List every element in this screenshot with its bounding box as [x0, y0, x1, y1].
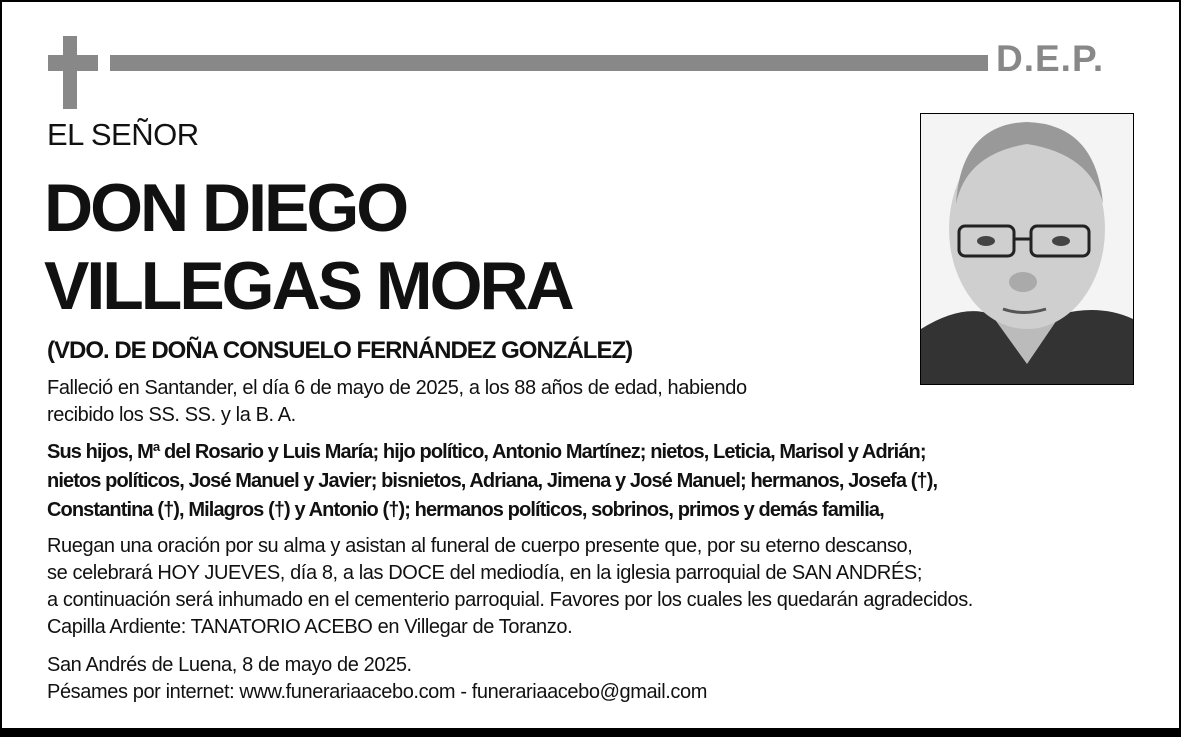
death-line: Falleció en Santander, el día 6 de mayo de 2025, a los 88 años de edad, habiendo: [47, 377, 747, 399]
funeral-info: [47, 533, 973, 641]
condolences-contact: Pésames por internet: www.funerariaacebo.com - funerariaacebo@gmail.com: [47, 681, 707, 703]
family-line: Sus hijos, Mª del Rosario y Luis María; hijo político, Antonio Martínez; nietos, Leticia, Marisol y Adrián;: [47, 441, 926, 463]
funeral-line: Ruegan una oración por su alma y asistan al funeral de cuerpo presente que, por su eterno descanso,: [47, 535, 913, 557]
portrait-icon: [921, 114, 1133, 384]
funeral-line: se celebrará HOY JUEVES, día 8, a las DOCE del mediodía, en la iglesia parroquial de SAN ANDRÉS;: [47, 562, 923, 584]
death-info: [47, 375, 747, 429]
funeral-line: Capilla Ardiente: TANATORIO ACEBO en Villegar de Toranzo.: [47, 616, 573, 638]
footer-info: [47, 652, 707, 706]
deceased-name-line-1: DON DIEGO: [44, 170, 407, 246]
intro-title: EL SEÑOR: [47, 117, 199, 152]
dep-label: D.E.P.: [996, 38, 1105, 79]
funeral-line: a continuación será inhumado en el cementerio parroquial. Favores por los cuales les quedarán agradecidos.: [47, 589, 973, 611]
deceased-photo: [920, 113, 1134, 385]
widower-note: (VDO. DE DOÑA CONSUELO FERNÁNDEZ GONZÁLEZ): [47, 337, 633, 364]
cross-icon: [63, 36, 77, 109]
family-line: Constantina (†), Milagros (†) y Antonio (†); hermanos políticos, sobrinos, primos y demás familia,: [47, 499, 884, 521]
deceased-name-line-2: VILLEGAS MORA: [44, 248, 572, 324]
cross-icon-arm: [48, 55, 98, 71]
family-list: [47, 438, 937, 525]
header-rule: [110, 55, 988, 71]
family-line: nietos políticos, José Manuel y Javier; bisnietos, Adriana, Jimena y José Manuel; hermanos, Josefa (†),: [47, 470, 938, 492]
place-date: San Andrés de Luena, 8 de mayo de 2025.: [47, 654, 412, 676]
death-line: recibido los SS. SS. y la B. A.: [47, 404, 296, 426]
bottom-bar: [0, 728, 1181, 737]
